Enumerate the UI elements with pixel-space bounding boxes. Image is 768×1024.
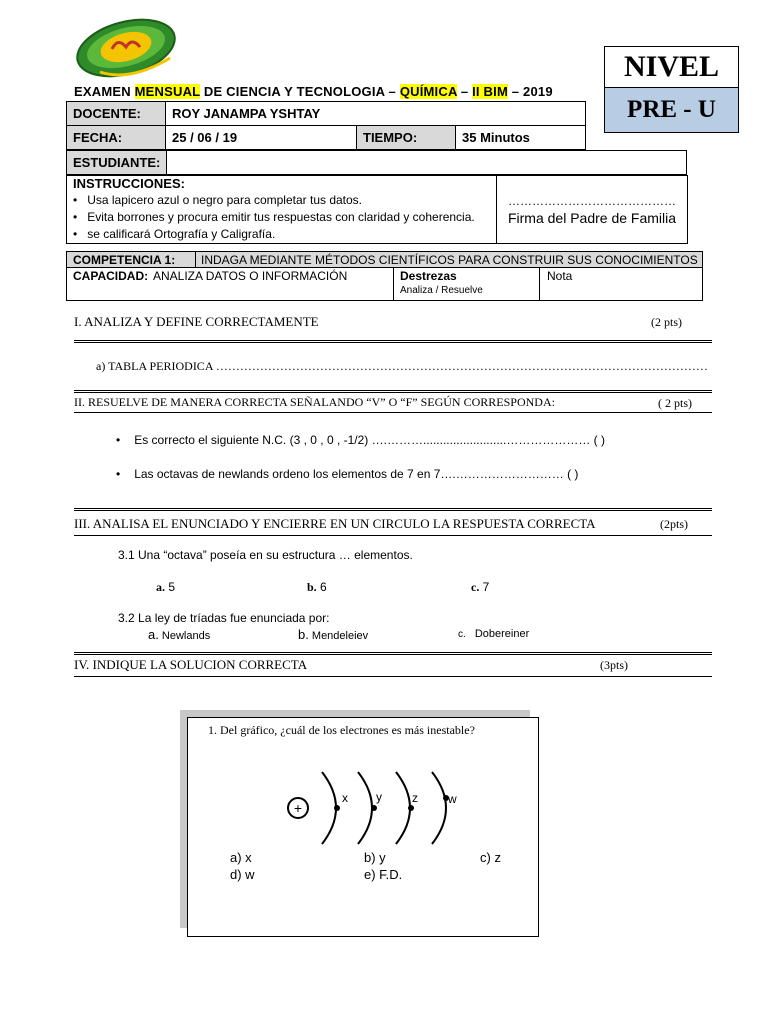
section2-top-rule bbox=[74, 390, 712, 393]
section3-rule bbox=[74, 535, 712, 536]
capacidad-value: ANALIZA DATOS O INFORMACIÓN bbox=[153, 269, 348, 283]
electron-y bbox=[371, 805, 377, 811]
section1-rule bbox=[74, 340, 712, 343]
destrezas-value: Analiza / Resuelve bbox=[400, 285, 483, 296]
section4-title: IV. INDIQUE LA SOLUCION CORRECTA bbox=[74, 657, 308, 672]
electron-x bbox=[334, 805, 340, 811]
fecha-value: 25 / 06 / 19 bbox=[166, 126, 357, 150]
instruction-item: • se calificará Ortografía y Caligrafía. bbox=[73, 227, 276, 241]
fecha-label: FECHA: bbox=[67, 126, 166, 150]
option-b: b. Mendeleiev bbox=[298, 627, 369, 642]
exam-title: EXAMEN MENSUAL DE CIENCIA Y TECNOLOGIA – QUÍMICA – II BIM – 2019 bbox=[74, 84, 553, 99]
docente-value: ROY JANAMPA YSHTAY bbox=[166, 102, 586, 126]
question-box bbox=[187, 717, 539, 937]
nivel-box bbox=[604, 46, 739, 133]
competencia-label: COMPETENCIA 1: bbox=[73, 253, 176, 267]
instructions-box bbox=[66, 175, 688, 244]
section1-item: a) TABLA PERIODICA …………………………………………………………………………………………………………… bbox=[96, 359, 708, 373]
nucleus-sign: + bbox=[293, 800, 303, 816]
label-z: z bbox=[412, 791, 418, 805]
section4-top-rule bbox=[74, 652, 712, 655]
label-x: x bbox=[342, 791, 348, 805]
nivel-value: PRE - U bbox=[605, 88, 738, 132]
tf-item: • Es correcto el siguiente N.C. (3 , 0 , 0 , -1/2) ….……….........................………………… ( ) bbox=[116, 433, 605, 447]
estudiante-field[interactable] bbox=[167, 151, 687, 175]
section3-pts: (2pts) bbox=[660, 517, 688, 531]
shell-1 bbox=[322, 772, 336, 844]
answer-c: c) z bbox=[480, 850, 501, 865]
instructions-title: INSTRUCCIONES: bbox=[73, 176, 185, 191]
competencia-value: INDAGA MEDIANTE MÉTODOS CIENTÍFICOS PARA CONSTRUIR SUS CONOCIMIENTOS bbox=[201, 253, 698, 267]
option-a: a. Newlands bbox=[148, 627, 211, 642]
shell-3 bbox=[396, 772, 410, 844]
destrezas-label: Destrezas bbox=[400, 269, 457, 283]
tiempo-value: 35 Minutos bbox=[456, 126, 586, 150]
answer-b: b) y bbox=[364, 850, 386, 865]
electron-z bbox=[408, 805, 414, 811]
docente-label: DOCENTE: bbox=[67, 102, 166, 126]
instruction-item: • Evita borrones y procura emitir tus respuestas con claridad y coherencia. bbox=[73, 210, 475, 224]
question-text: 1. Del gráfico, ¿cuál de los electrones es más inestable? bbox=[208, 723, 475, 737]
instruction-item: • Usa lapicero azul o negro para completar tus datos. bbox=[73, 193, 363, 207]
student-table bbox=[66, 150, 687, 175]
signature-line: …………………………………… bbox=[508, 194, 676, 208]
section1-pts: (2 pts) bbox=[651, 315, 682, 329]
tiempo-label: TIEMPO: bbox=[357, 126, 456, 150]
question-3-1: 3.1 Una “octava” poseía en su estructura … elementos. bbox=[118, 548, 413, 562]
school-logo bbox=[72, 16, 180, 80]
section4-rule bbox=[74, 676, 712, 677]
tf-item: • Las octavas de newlands ordeno los elementos de 7 en 7….……………………… ( ) bbox=[116, 467, 579, 481]
signature-area bbox=[496, 176, 687, 243]
section2-rule bbox=[74, 412, 712, 413]
label-y: y bbox=[376, 790, 382, 804]
section2-title: II. RESUELVE DE MANERA CORRECTA SEÑALANDO “V” O “F” SEGÚN CORRESPONDA: bbox=[74, 395, 555, 409]
option-a: a. 5 bbox=[156, 580, 176, 594]
signature-label: Firma del Padre de Familia bbox=[507, 210, 677, 226]
nivel-label: NIVEL bbox=[605, 47, 738, 88]
section1-title: I. ANALIZA Y DEFINE CORRECTAMENTE bbox=[74, 314, 319, 329]
question-3-2: 3.2 La ley de tríadas fue enunciada por: bbox=[118, 611, 330, 625]
section2-pts: ( 2 pts) bbox=[658, 396, 692, 410]
section3-top-rule bbox=[74, 508, 712, 511]
shell-2 bbox=[358, 772, 372, 844]
option-c: c. 7 bbox=[471, 580, 490, 594]
competencia-box bbox=[66, 251, 703, 301]
atom-diagram bbox=[188, 758, 538, 858]
option-c: c. Dobereiner bbox=[458, 628, 530, 640]
answer-d: d) w bbox=[230, 867, 255, 882]
capacidad-label: CAPACIDAD: bbox=[73, 269, 149, 283]
answer-e: e) F.D. bbox=[364, 867, 403, 882]
section3-title: III. ANALISA EL ENUNCIADO Y ENCIERRE EN UN CIRCULO LA RESPUESTA CORRECTA bbox=[74, 516, 596, 531]
competencia-row bbox=[67, 252, 702, 268]
section4-pts: (3pts) bbox=[600, 658, 628, 672]
estudiante-label: ESTUDIANTE: bbox=[67, 151, 167, 175]
nota-label: Nota bbox=[547, 269, 573, 283]
answer-a: a) x bbox=[230, 850, 252, 865]
shell-4 bbox=[432, 772, 446, 844]
label-w: w bbox=[448, 792, 457, 806]
option-b: b. 6 bbox=[307, 580, 327, 594]
info-table bbox=[66, 101, 586, 150]
